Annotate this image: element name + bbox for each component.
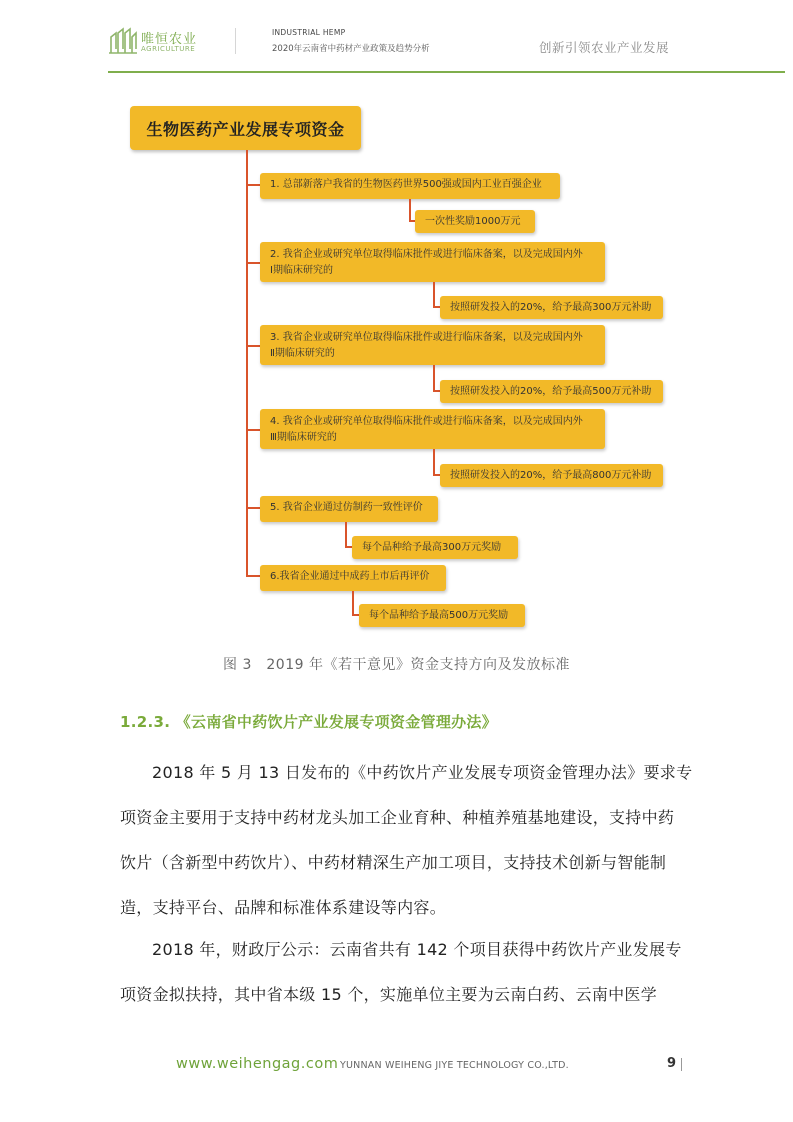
logo-chinese-name: 唯恒农业 — [141, 32, 198, 47]
leaf-connector — [409, 199, 411, 221]
header-rule — [108, 71, 785, 73]
branch-1-label: 1. 总部新落户我省的生物医药世界500强或国内工业百强企业 — [270, 179, 542, 190]
header-report-title — [272, 28, 430, 54]
branch-connector — [246, 184, 260, 186]
footer-company: YUNNAN WEIHENG JIYE TECHNOLOGY CO.,LTD. — [340, 1060, 569, 1071]
page-number: 9 — [667, 1056, 677, 1071]
branch-4-label-line2: Ⅲ期临床研究的 — [270, 432, 337, 443]
branch-5-label: 5. 我省企业通过仿制药一致性评价 — [270, 502, 423, 513]
branch-connector — [246, 429, 260, 431]
footer-website: www.weihengag.com — [176, 1056, 339, 1072]
branch-2-label: 2. 我省企业或研究单位取得临床批件或进行临床备案，以及完成国内外 — [270, 249, 583, 260]
branch-connector — [246, 345, 260, 347]
branch-node-4 — [260, 409, 605, 449]
branch-2-label-line2: Ⅰ期临床研究的 — [270, 265, 333, 276]
company-logo — [108, 27, 228, 57]
branch-2-leaf: 按照研发投入的20%，给予最高300万元补助 — [440, 296, 663, 319]
branch-node-3 — [260, 325, 605, 365]
branch-4-label: 4. 我省企业或研究单位取得临床批件或进行临床备案，以及完成国内外 — [270, 416, 583, 427]
branch-3-label-line2: Ⅱ期临床研究的 — [270, 348, 335, 359]
page-footer — [0, 1052, 793, 1082]
logo-english-name: AGRICULTURE — [141, 45, 196, 53]
leaf-connector — [345, 522, 347, 547]
branch-connector — [246, 262, 260, 264]
paragraph-line: 2018 年 5 月 13 日发布的《中药饮片产业发展专项资金管理办法》要求专 — [152, 763, 693, 782]
branch-connector — [246, 507, 260, 509]
footer-divider — [681, 1058, 682, 1071]
branch-node-2 — [260, 242, 605, 282]
mindmap-trunk-line — [246, 150, 248, 576]
paragraph-line: 2018 年，财政厅公示：云南省共有 142 个项目获得中药饮片产业发展专 — [152, 940, 682, 959]
paragraph-line: 项资金拟扶持，其中省本级 15 个，实施单位主要为云南白药、云南中医学 — [120, 985, 658, 1004]
branch-node-5 — [260, 496, 438, 522]
branch-node-6 — [260, 565, 446, 591]
branch-node-1 — [260, 173, 560, 199]
mindmap-root-node: 生物医药产业发展专项资金 — [130, 106, 361, 150]
funding-mindmap — [0, 100, 793, 640]
header-slogan: 创新引领农业产业发展 — [538, 40, 669, 55]
figure-caption: 图 3 2019 年《若干意见》资金支持方向及发放标准 — [223, 657, 570, 673]
branch-connector — [246, 575, 260, 577]
branch-3-leaf: 按照研发投入的20%，给予最高500万元补助 — [440, 380, 663, 403]
header-title-en: INDUSTRIAL HEMP — [272, 28, 346, 37]
branch-5-leaf: 每个品种给予最高300万元奖励 — [352, 536, 518, 559]
leaf-connector — [352, 591, 354, 615]
leaf-connector — [433, 365, 435, 391]
branch-6-leaf: 每个品种给予最高500万元奖励 — [359, 604, 525, 627]
leaf-connector — [433, 449, 435, 475]
page-header — [0, 0, 793, 74]
leaf-connector — [433, 282, 435, 307]
branch-1-leaf: 一次性奖励1000万元 — [415, 210, 535, 233]
branch-3-label: 3. 我省企业或研究单位取得临床批件或进行临床备案，以及完成国内外 — [270, 332, 583, 343]
paragraph-line: 饮片（含新型中药饮片）、中药材精深生产加工项目，支持技术创新与智能制 — [120, 853, 667, 872]
section-heading: 1.2.3. 《云南省中药饮片产业发展专项资金管理办法》 — [120, 713, 498, 731]
header-divider — [235, 28, 236, 54]
header-title-cn: 2020年云南省中药材产业政策及趋势分析 — [272, 44, 430, 54]
branch-6-label: 6.我省企业通过中成药上市后再评价 — [270, 571, 430, 582]
branch-4-leaf: 按照研发投入的20%，给予最高800万元补助 — [440, 464, 663, 487]
logo-wheat-icon — [108, 27, 138, 55]
paragraph-line: 项资金主要用于支持中药材龙头加工企业育种、种植养殖基地建设，支持中药 — [120, 808, 675, 827]
paragraph-line: 造，支持平台、品牌和标准体系建设等内容。 — [120, 898, 447, 917]
